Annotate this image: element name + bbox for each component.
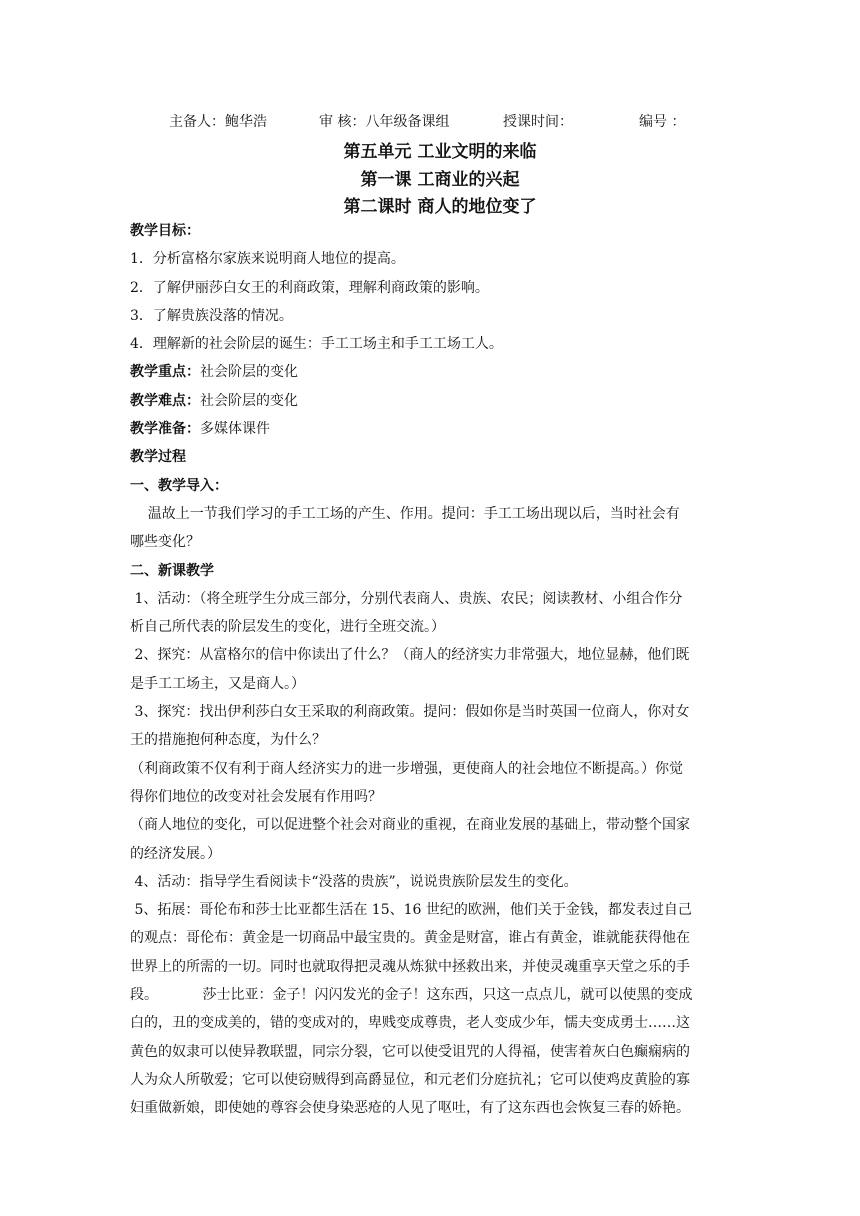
lesson-line: 王的措施抱何种态度，为什么？ (130, 732, 326, 749)
lesson-line: 白的，丑的变成美的，错的变成对的，卑贱变成尊贵，老人变成少年，懦夫变成勇士……这 (130, 1015, 690, 1032)
objective-item: 2．了解伊丽莎白女王的利商政策，理解利商政策的影响。 (130, 279, 489, 296)
lesson-line: （利商政策不仅有利于商人经济实力的进一步增强，更使商人的社会地位不断提高。）你觉 (130, 760, 683, 777)
objective-item: 3．了解贵族没落的情况。 (130, 307, 293, 324)
lesson-line: 5、拓展：哥伦布和莎士比亚都生活在 15、16 世纪的欧洲，他们关于金钱，都发表过自己 (130, 902, 692, 919)
lesson-line: 段。 莎士比亚：金子！闪闪发光的金子！这东西，只这一点点儿，就可以使黑的变成 (130, 987, 693, 1004)
lesson-line: 4、活动：指导学生看阅读卡“没落的贵族”，说说贵族阶层发生的变化。 (130, 873, 578, 890)
intro-line: 哪些变化？ (130, 534, 200, 551)
lesson-line: 的观点：哥伦布：黄金是一切商品中最宝贵的。黄金是财富，谁占有黄金，谁就能获得他在 (130, 930, 690, 947)
lesson-line: 是手工工场主，又是商人。） (130, 675, 305, 692)
reviewer-label: 审 核：八年级备课组 (319, 114, 450, 130)
lesson-line: 析自己所代表的阶层发生的变化，进行全班交流。） (130, 619, 445, 636)
process-heading: 教学过程 (130, 449, 186, 466)
preparer-label: 主备人：鲍华浩 (169, 114, 267, 130)
lesson-title: 第一课 工商业的兴起 (360, 170, 520, 190)
new-lesson-heading: 二、新课教学 (130, 562, 214, 579)
lesson-line: 3、探究：找出伊利莎白女王采取的利商政策。提问：假如你是当时英国一位商人，你对女 (130, 704, 690, 721)
lesson-line: 的经济发展。） (130, 845, 221, 862)
key-point-label: 教学重点： (130, 364, 200, 381)
key-point-text: 社会阶层的变化 (200, 364, 298, 381)
objective-item: 4．理解新的社会阶层的诞生：手工工场主和手工工场工人。 (130, 336, 503, 353)
difficulty-label: 教学难点： (130, 392, 200, 409)
preparation-line (130, 415, 734, 443)
objectives-heading: 教学目标： (130, 223, 200, 239)
lesson-line: 1、活动：（将全班学生分成三部分，分别代表商人、贵族、农民；阅读教材、小组合作分 (130, 590, 683, 607)
lesson-line: 2、探究：从富格尔的信中你读出了什么？（商人的经济实力非常强大，地位显赫，他们既 (130, 647, 690, 664)
key-point-line (130, 358, 734, 386)
lesson-body (130, 217, 734, 1123)
number-label: 编号 ： (639, 114, 686, 130)
period-title: 第二课时 商人的地位变了 (343, 197, 537, 217)
objective-item: 1．分析富格尔家族来说明商人地位的提高。 (130, 251, 405, 268)
intro-line: 温故上一节我们学习的手工工场的产生、作用。提问：手工工场出现以后，当时社会有 (130, 505, 680, 522)
unit-title: 第五单元 工业文明的来临 (343, 142, 537, 162)
difficulty-line (130, 387, 734, 415)
lesson-line: 黄色的奴隶可以使异教联盟，同宗分裂，它可以使受诅咒的人得福，使害着灰白色癫痫病的 (130, 1043, 690, 1060)
lesson-line: 妇重做新娘，即使她的尊容会使身染恶疮的人见了呕吐，有了这东西也会恢复三春的娇艳。 (130, 1100, 690, 1117)
lesson-line: 人为众人所敬爱；它可以使窃贼得到高爵显位，和元老们分庭抗礼；它可以使鸡皮黄脸的寡 (130, 1071, 690, 1088)
difficulty-text: 社会阶层的变化 (200, 392, 298, 409)
lesson-line: （商人地位的变化，可以促进整个社会对商业的重视，在商业发展的基础上，带动整个国家 (130, 817, 690, 834)
lesson-line: 世界上的所需的一切。同时也就取得把灵魂从炼狱中拯救出来，并使灵魂重享天堂之乐的手 (130, 958, 690, 975)
lesson-line: 得你们地位的改变对社会发展有作用吗？ (130, 788, 382, 805)
class-time-label: 授课时间： (503, 114, 573, 130)
preparation-label: 教学准备： (130, 421, 200, 438)
preparation-text: 多媒体课件 (200, 421, 270, 438)
intro-heading: 一、教学导入： (130, 477, 228, 494)
